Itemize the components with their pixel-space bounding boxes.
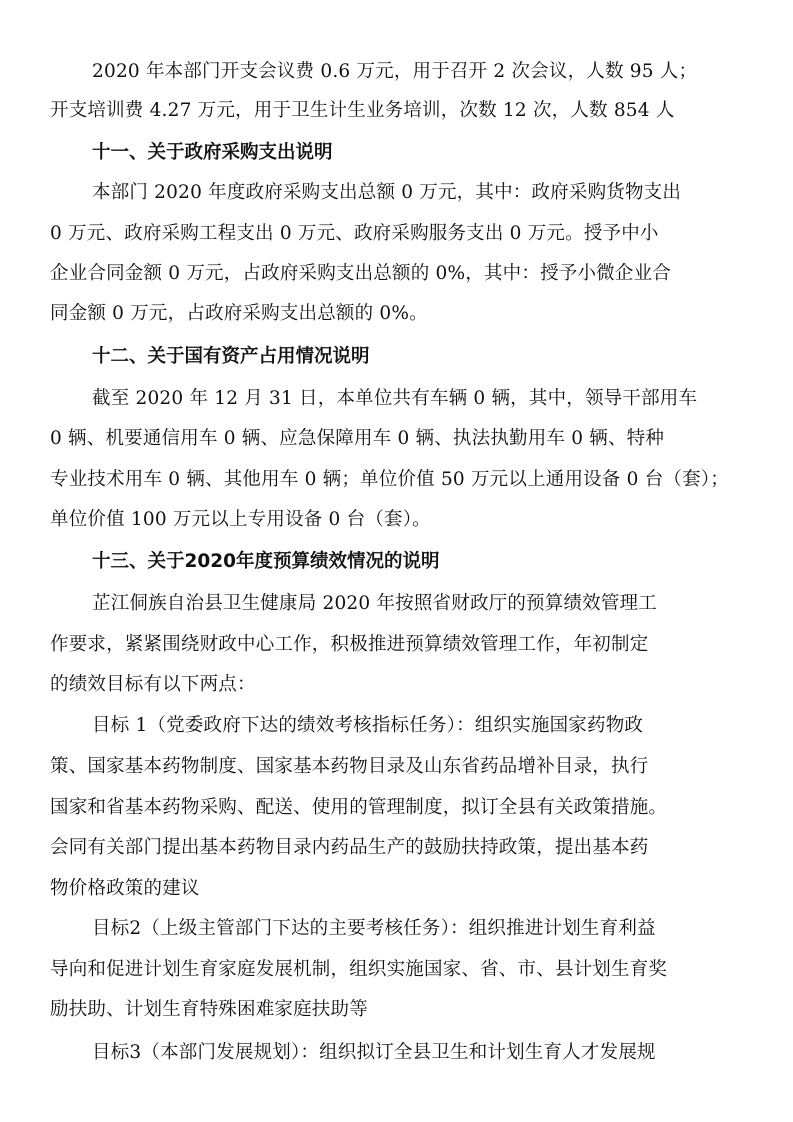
- text-line: 企业合同金额 0 万元，占政府采购支出总额的 0%，其中：授予小微企业合: [50, 263, 671, 284]
- text-line: 单位价值 100 万元以上专用设备 0 台（套）。: [50, 509, 431, 530]
- text-line: 目标 1（党委政府下达的绩效考核指标任务）：组织实施国家药物政: [92, 715, 644, 736]
- section-heading: 十三、关于2020年度预算绩效情况的说明: [92, 551, 440, 572]
- text-line: 0 万元、政府采购工程支出 0 万元、政府采购服务支出 0 万元。授予中小: [50, 223, 659, 244]
- text-line: 本部门 2020 年度政府采购支出总额 0 万元，其中：政府采购货物支出: [92, 182, 682, 203]
- text-line: 目标3（本部门发展规划）：组织拟订全县卫生和计划生育人才发展规: [92, 1042, 656, 1063]
- text-line: 目标2（上级主管部门下达的主要考核任务）：组织推进计划生育利益: [92, 918, 656, 939]
- text-line: 的绩效目标有以下两点：: [50, 674, 256, 695]
- text-line: 会同有关部门提出基本药物目录内药品生产的鼓励扶持政策，提出基本药: [50, 837, 649, 858]
- section-heading: 十一、关于政府采购支出说明: [92, 142, 333, 163]
- text-line: 物价格政策的建议: [50, 878, 200, 899]
- text-line: 开支培训费 4.27 万元，用于卫生计生业务培训，次数 12 次，人数 854 人: [50, 100, 675, 121]
- text-line: 作要求，紧紧围绕财政中心工作，积极推进预算绩效管理工作，年初制定: [50, 634, 649, 655]
- text-line: 国家和省基本药物采购、配送、使用的管理制度，拟订全县有关政策措施。: [50, 797, 668, 818]
- text-line: 芷江侗族自治县卫生健康局 2020 年按照省财政厅的预算绩效管理工: [92, 593, 657, 614]
- text-line: 0 辆、机要通信用车 0 辆、应急保障用车 0 辆、执法执勤用车 0 辆、特种: [50, 428, 665, 449]
- text-line: 导向和促进计划生育家庭发展机制，组织实施国家、省、市、县计划生育奖: [50, 959, 668, 980]
- text-line: 截至 2020 年 12 月 31 日，本单位共有车辆 0 辆，其中，领导干部用车: [92, 388, 698, 409]
- text-line: 同金额 0 万元，占政府采购支出总额的 0%。: [50, 303, 428, 324]
- text-line: 策、国家基本药物制度、国家基本药物目录及山东省药品增补目录，执行: [50, 756, 649, 777]
- text-line: 励扶助、计划生育特殊困难家庭扶助等: [50, 999, 368, 1020]
- section-heading: 十二、关于国有资产占用情况说明: [92, 346, 370, 367]
- text-line: 2020 年本部门开支会议费 0.6 万元，用于召开 2 次会议，人数 95 人；: [92, 61, 698, 82]
- text-line: 专业技术用车 0 辆、其他用车 0 辆；单位价值 50 万元以上通用设备 0 台（套）；: [50, 469, 729, 490]
